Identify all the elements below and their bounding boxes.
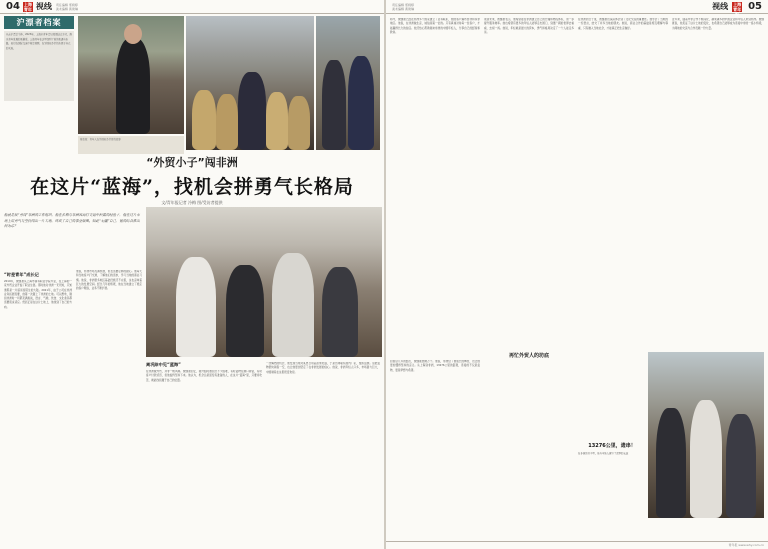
section-tag: 上海青年报 bbox=[23, 1, 32, 17]
photo-market bbox=[146, 207, 382, 357]
body-column-3: 在非洲的日子里，费继豪也深深体会到了文化交流的重要性。他学会了当地的一些语言，结交了许多当地的朋友。他说，商业合作的基础是相互理解与尊重，只有融入当地社会，才能真正把生意做好。 bbox=[578, 18, 668, 30]
page-number: 04 bbox=[6, 1, 20, 12]
body-column-1: 2019年，费继豪从上海市商务职业学院毕业，在上海的一家外贸企业开始了职业生涯。那时他对非洲一无所知，只知道那是一片遥远而陌生的大陆。2021年，由于公司在非洲业务拓展需要，他第一次踏上了非洲的土地。可以想象，刚到非洲时一切都充满挑战，语言、气候、饮食、文化差异都需要逐步适应。然而正是在这片土地上，他找到了自己的方向。 bbox=[4, 280, 72, 309]
photo-children bbox=[186, 16, 314, 150]
photo-caption: 在非洲的日子里，他与当地人建立了深厚的友谊 bbox=[578, 452, 629, 455]
photo-warehouse bbox=[648, 352, 764, 518]
lead-paragraph: 他就是被“勇闯”非洲的工作组织，他在长期与非洲客商打交道中积累的经验下，他在这片市场上用勇气与坚持闯出一片天地，终成了自己的事业版图。如此“无疆”自己，他的综合推出何为乐？ bbox=[4, 213, 140, 229]
subhead-1: 再忙外贸人的坊底 bbox=[508, 353, 549, 359]
left-page-header bbox=[0, 0, 384, 17]
headline: 在这片“蓝海”，找机会拼勇气长格局 bbox=[30, 176, 354, 198]
column-strap: 沪漂者档案 bbox=[4, 16, 74, 29]
header-meta: 责任编辑 邢婉婷 美术编辑 黄建琳 bbox=[392, 2, 414, 11]
page-number: 05 bbox=[748, 1, 762, 12]
photo-portrait bbox=[78, 16, 184, 134]
page-footer: 青年报 www.why.com.cn bbox=[386, 541, 768, 549]
body-column-2: 谈到未来，费继豪表示，他希望能在非洲建立自己的仓储和物流体系，进一步提升服务效率。他也希望有更多的年轻人能够走出国门，到更广阔的世界去看看，去闯一闯。他说，年轻就是最大的资本，勇气和格局决定了一个人能走多远。 bbox=[484, 18, 574, 34]
photo-strip bbox=[78, 16, 380, 150]
body-column-3: 在非洲做外贸，并非一帆风顺。费继豪回忆，刚开始时遇到过不少困难，有时货物在港口滞留，有时客户付款延迟，但他始终坚持下来。他认为，机会总是留给有准备的人，在这片“蓝海”里，只要肯吃苦，就能找到属于自己的位置。 bbox=[146, 370, 262, 382]
section-tag: 上海青年报 bbox=[733, 1, 742, 17]
photo-caption: 编者按：青年人在异国他乡打拼的故事 bbox=[78, 136, 184, 154]
body-column-4: 一次偶然的机会，他发现当地对某类日用品需求旺盛，于是迅速联系国内厂家，组织货源。这批货物很快销售一空，也让他更加坚定了在非洲发展的信心。他说，非洲年轻人口多，市场潜力巨大，中国制造在这里很受欢迎。 bbox=[266, 362, 380, 374]
right-page-header bbox=[386, 0, 768, 17]
photo-group bbox=[316, 16, 380, 150]
body-column-4: 近年来，随着中非合作不断深化，越来越多的中国企业和年轻人来到非洲。费继豪说，他见证了这片土地的变化，也希望自己能够成为连接中非的一座小桥梁，为两地的交流与合作贡献一份力量。 bbox=[672, 18, 764, 30]
section-title: 视线 bbox=[35, 2, 52, 11]
subhead-1: “时差青年”成长记 bbox=[4, 272, 39, 277]
subhead-2: 离巩除中见“蓝海” bbox=[146, 362, 181, 367]
right-page bbox=[386, 0, 768, 549]
kicker: “外贸小子”闯非洲 bbox=[146, 156, 238, 169]
subhead-2: 13276公里，遗串！ bbox=[588, 443, 636, 449]
byline: 文/青年报记者 冷梅 图/受访者提供 bbox=[161, 200, 223, 205]
body-column-5: 回首这几年的经历，费继豪感慨万千。他说，非洲给了他成长的舞台，也让他更加懂得坚持的意义。从上海到非洲，13276公里的距离，连接的不仅是货物，更是梦想与希望。 bbox=[390, 360, 480, 372]
header-meta: 责任编辑 邢婉婷 美术编辑 黄建琳 bbox=[55, 2, 78, 11]
body-column-2: 他说，非洲市场充满机遇，但也需要足够的耐心。他每天和当地客户打交道，了解他们的需求，学习当地的商业习惯。他说，非洲很多地区基础设施还不完善，这也意味着巨大的发展空间。经过几年的积累，他在当地建立了稳定的客户网络，业务不断扩展。 bbox=[76, 270, 142, 291]
section-title: 视线 bbox=[712, 2, 729, 11]
intro-box: 从前沪漂是个体，2023年，上海市青年宫以双语结合方式，推出青年发展的新篇章。上海青年在这里找到了新的机遇与出路，他们在国际交流中拓宽视野，在异国他乡打拼出属于自己的天地。 bbox=[4, 31, 74, 101]
body-column-1: 如今，费继豪已经在非洲多个国家建立了业务联系，他的客户遍布西非和东非地区。他说，在非洲做生意，诚信是第一位的。只有真诚对待每一位客户，才能赢得长久的信任。他还热心帮助刚来非洲的中国年轻人，分享自己的经验和教训。 bbox=[390, 18, 480, 34]
